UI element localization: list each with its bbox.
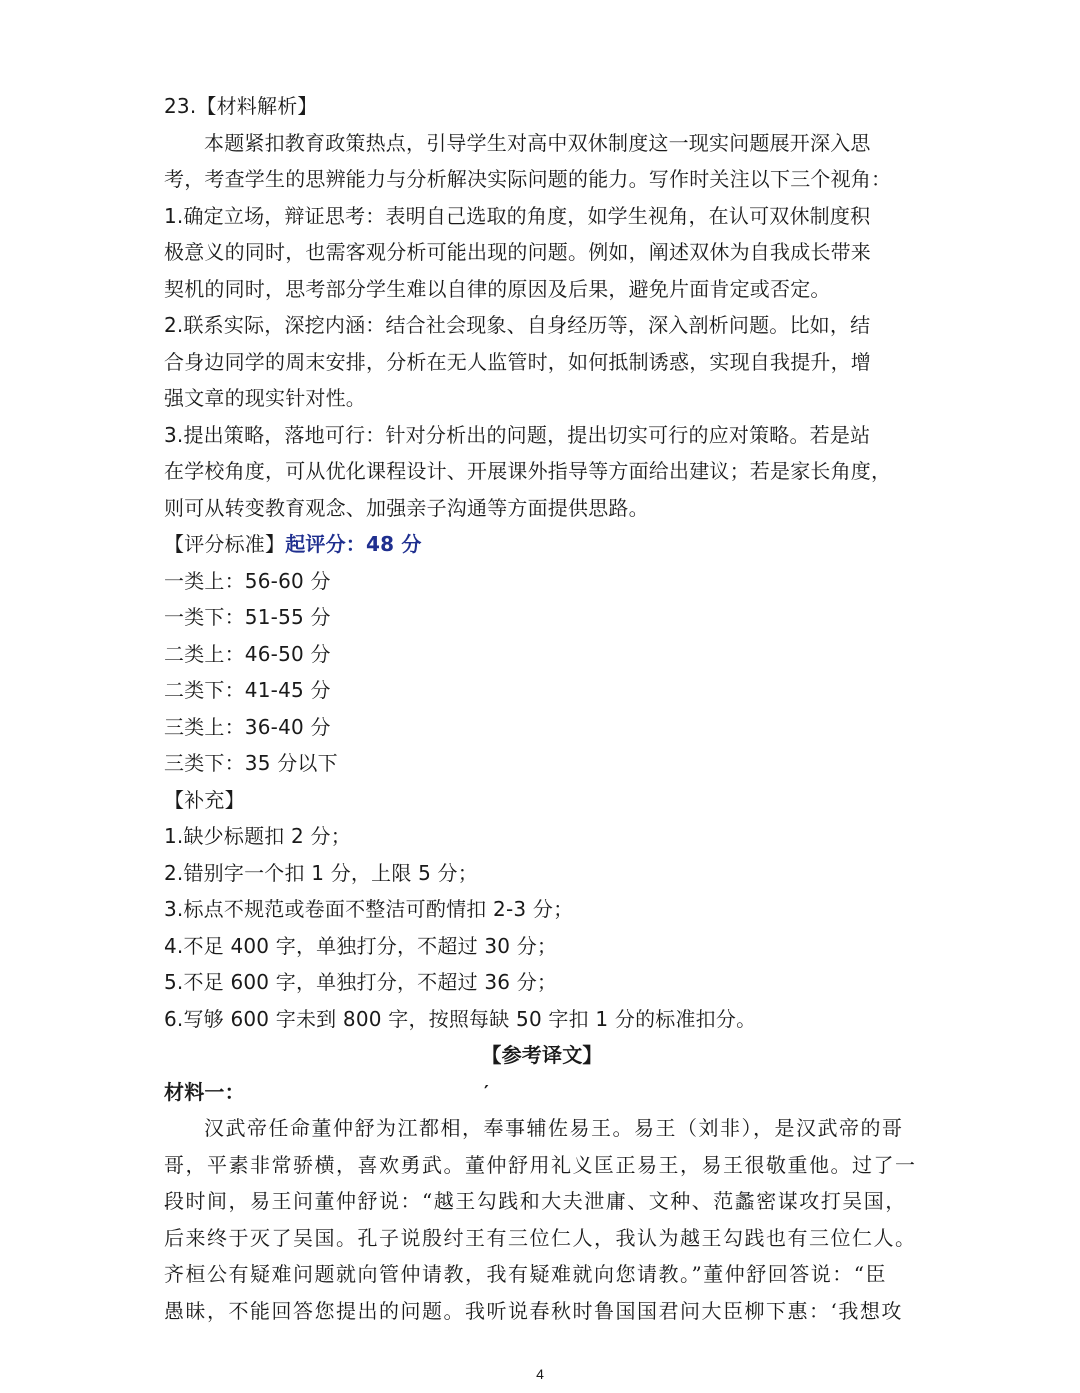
translation-line-4: 后来终于灭了吴国。孔子说殷纣王有三位仁人，我认为越王勾践也有三位仁人。: [164, 1225, 917, 1250]
supplement-item: 5.不足 600 字，单独打分，不超过 36 分；: [164, 970, 558, 994]
stray-mark: ′: [484, 1082, 489, 1103]
point-3-line-2: 在学校角度，可从优化课程设计、开展课外指导等方面给出建议；若是家长角度，: [164, 459, 892, 483]
point-1-line-3: 契机的同时，思考部分学生难以自律的原因及后果，避免片面肯定或否定。: [164, 276, 831, 301]
point-3-line-3: 则可从转变教育观念、加强亲子沟通等方面提供思路。: [164, 495, 649, 520]
material-label: 材料一：: [164, 1079, 245, 1104]
point-2-line-3: 强文章的现实针对性。: [164, 386, 366, 410]
grade-item: 一类上：56-60 分: [164, 568, 331, 593]
page-content: [164, 88, 920, 1329]
point-2-line-2: 合身边同学的周末安排，分析在无人监管时，如何抵制诱惑，实现自我提升，增: [164, 349, 871, 374]
intro-line-2: 考，考查学生的思辨能力与分析解决实际问题的能力。写作时关注以下三个视角：: [164, 167, 892, 191]
grade-item: 一类下：51-55 分: [164, 605, 331, 629]
supplement-item: 1.缺少标题扣 2 分；: [164, 824, 351, 848]
scoring-header: [164, 526, 920, 563]
point-1-line-1: 1.确定立场，辩证思考：表明自己选取的角度，如学生视角，在认可双休制度积: [164, 203, 871, 228]
supplement-item: 6.写够 600 字未到 800 字，按照每缺 50 字扣 1 分的标准扣分。: [164, 1006, 757, 1031]
grade-item: 三类上：36-40 分: [164, 714, 331, 739]
supplement-item: 3.标点不规范或卷面不整洁可酌情扣 2-3 分；: [164, 897, 574, 921]
point-2-line-1: 2.联系实际，深挖内涵：结合社会现象、自身经历等，深入剖析问题。比如，结: [164, 313, 871, 337]
translation-line-2: 哥，平素非常骄横，喜欢勇武。董仲舒用礼义匡正易王，易王很敬重他。过了一: [164, 1152, 917, 1177]
point-3-line-1: 3.提出策略，落地可行：针对分析出的问题，提出切实可行的应对策略。若是站: [164, 422, 871, 447]
start-score: 起评分：48 分: [285, 532, 422, 556]
supplement-item: 4.不足 400 字，单独打分，不超过 30 分；: [164, 933, 558, 958]
supplement-item: 2.错别字一个扣 1 分，上限 5 分；: [164, 860, 478, 885]
section-heading: 23.【材料解析】: [164, 94, 318, 118]
supplement-label: 【补充】: [164, 787, 245, 812]
intro-line-1: 本题紧扣教育政策热点，引导学生对高中双休制度这一现实问题展开深入思: [204, 130, 871, 155]
point-1: [164, 198, 920, 308]
grade-item: 三类下：35 分以下: [164, 751, 338, 775]
page-number: 4: [536, 1366, 544, 1382]
translation-line-5: 齐桓公有疑难问题就向管仲请教，我有疑难就向您请教。”董仲舒回答说：“臣: [164, 1262, 887, 1286]
translation-title: 【参考译文】: [481, 1043, 603, 1067]
translation-line-6: 愚昧，不能回答您提出的问题。我听说春秋时鲁国国君问大臣柳下惠：‘我想攻: [164, 1298, 903, 1323]
grade-item: 二类下：41-45 分: [164, 678, 331, 702]
point-2: [164, 307, 920, 417]
translation-line-3: 段时间，易王问董仲舒说：“越王勾践和大夫泄庸、文种、范蠡密谋攻打吴国，: [164, 1189, 907, 1213]
point-3: [164, 417, 920, 527]
scoring-label: 【评分标准】: [164, 532, 286, 556]
point-1-line-2: 极意义的同时，也需客观分析可能出现的问题。例如，阐述双休为自我成长带来: [164, 240, 871, 264]
translation-line-1: 汉武帝任命董仲舒为江都相，奉事辅佐易王。易王（刘非），是汉武帝的哥: [204, 1116, 904, 1140]
grade-item: 二类上：46-50 分: [164, 641, 331, 666]
